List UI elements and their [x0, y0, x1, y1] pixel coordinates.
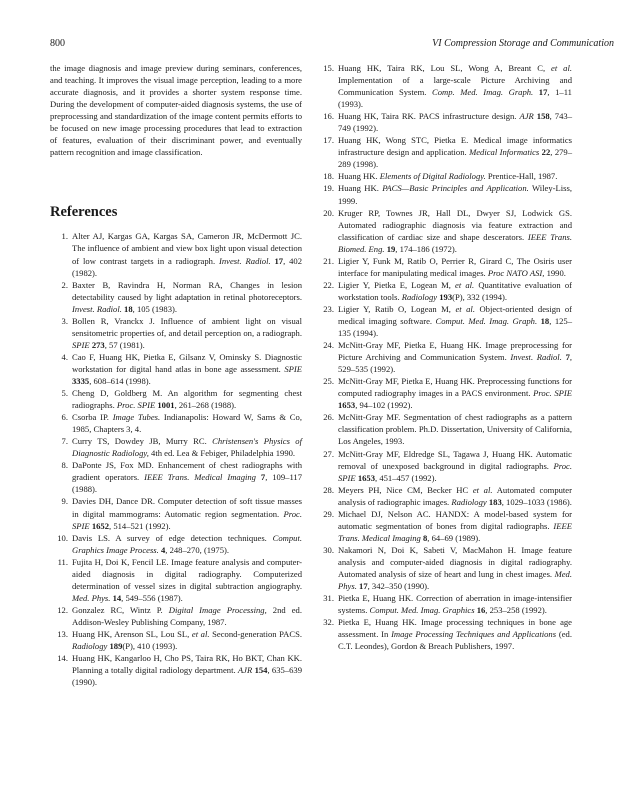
reference-item — [316, 170, 572, 182]
reference-text: Invest. Radiol. — [219, 255, 271, 266]
reference-text: 4th ed. Lea & Febiger, Philadelphia 1990. — [148, 448, 296, 459]
reference-number: 25. — [323, 376, 334, 387]
reference-text: 189 — [109, 641, 123, 652]
references-heading: References — [50, 204, 118, 221]
reference-item — [316, 255, 572, 279]
reference-text: Proc. SPIE — [338, 460, 572, 483]
reference-item — [316, 339, 572, 375]
reference-number: 13. — [57, 628, 68, 639]
reference-text: Cao F, Huang HK, Pietka E, Gilsanz V, Ominsky S. Diagnostic workstation for digital hand atlas in bone age assessment. — [72, 351, 302, 374]
reference-text: Comput. Med. Imag. Graph. — [435, 315, 538, 326]
reference-item — [316, 62, 572, 110]
reference-item — [316, 592, 572, 616]
reference-number: 27. — [323, 448, 334, 459]
reference-text: 18 — [540, 315, 550, 326]
reference-text: Christensen's Physics of Diagnostic Radiology, — [72, 436, 302, 459]
page-header — [50, 38, 614, 52]
reference-number: 28. — [323, 484, 334, 495]
reference-number: 20. — [323, 207, 334, 218]
reference-text: (P), 410 (1993). — [122, 641, 178, 652]
reference-text: Bollen R, Vranckx J. Influence of ambient light on visual sensitometric properties of, and detail perception on, a radiograph. — [72, 315, 302, 338]
reference-text: Indianapolis: Howard W, Sams & Co, 1985, Chapters 3, 4. — [72, 412, 302, 435]
reference-text: Michael DJ, Nelson AC. HANDX: A model-based system for automatic segmentation of bones from digital radiographs. — [338, 508, 572, 531]
reference-item — [316, 279, 572, 303]
reference-text: Huang HK, Taira RK, Lou SL, Wong A, Breant C, — [338, 63, 552, 73]
reference-number: 7. — [61, 436, 68, 447]
reference-text: Cheng D, Goldberg M. An algorithm for segmenting chest radiographs. — [72, 388, 302, 411]
reference-text: , 549–556 (1987). — [121, 592, 183, 603]
reference-text: Huang HK. — [338, 183, 383, 194]
reference-text: , 109–117 (1988). — [72, 472, 303, 495]
reference-text: Second-generation PACS. — [209, 628, 303, 639]
reference-list-right — [316, 62, 572, 652]
reference-text: 14 — [112, 592, 122, 603]
reference-text: et al. — [472, 484, 493, 495]
reference-text: (ed. C.T. Leondes), Gordon & Breach Publishers, 1997. — [338, 629, 572, 652]
reference-item — [316, 182, 572, 206]
reference-item — [50, 532, 302, 556]
reference-text: Prentice-Hall, 1987. — [485, 171, 558, 182]
reference-text: Huang HK, Taira RK. PACS infrastructure design. — [338, 111, 520, 122]
reference-text: 183 — [488, 496, 502, 507]
reference-text: , 529–535 (1992). — [338, 352, 573, 375]
reference-text: Image Processing Techniques and Applications — [391, 629, 557, 640]
reference-item — [316, 411, 572, 447]
reference-text: et al. — [551, 63, 572, 73]
reference-text: et al. — [455, 279, 475, 290]
reference-text: , 248–270, (1975). — [165, 544, 229, 555]
reference-text: 154 — [254, 665, 268, 676]
page-number: 800 — [50, 38, 65, 49]
reference-text: IEEE Trans. Medical Imaging — [338, 520, 572, 543]
reference-number: 9. — [61, 496, 68, 507]
reference-number: 24. — [323, 340, 334, 351]
reference-text: 8 — [423, 532, 428, 543]
reference-number: 12. — [57, 604, 68, 615]
running-title: VI Compression Storage and Communication — [432, 38, 614, 49]
reference-text: DaPonte JS, Fox MD. Enhancement of chest radiographs with gradient operators. — [72, 460, 302, 483]
reference-item — [316, 207, 572, 255]
reference-text: , 514–521 (1992). — [109, 520, 171, 531]
reference-text: McNitt-Gray MF. Segmentation of chest radiographs as a pattern classification problem. Ph.D. Dissertation, University of California, Los Angeles, 1993. — [338, 412, 572, 447]
reference-text: 273 — [91, 339, 105, 350]
reference-text: , 451–457 (1992). — [375, 472, 437, 483]
reference-text: Med. Phys. — [338, 568, 572, 592]
reference-text: IEEE Trans. Medical Imaging — [144, 472, 256, 483]
reference-item — [316, 616, 572, 652]
reference-number: 17. — [323, 135, 334, 146]
reference-text: , 1–11 (1993). — [338, 87, 572, 110]
reference-number: 3. — [61, 315, 68, 326]
reference-text: 17 — [274, 255, 284, 266]
reference-text: Meyers PH, Nice CM, Becker HC — [338, 484, 473, 495]
reference-text: Med. Phys. — [72, 592, 111, 603]
reference-item — [50, 230, 302, 278]
reference-text: Davis LS. A survey of edge detection techniques. — [72, 532, 273, 543]
reference-item — [50, 604, 302, 628]
reference-text: 1653 — [338, 400, 356, 411]
reference-text: Baxter B, Ravindra H, Norman RA, Changes in lesion detectability caused by light adaptation in retinal photoreceptors. — [72, 279, 302, 302]
reference-item — [50, 459, 302, 495]
reference-text: 1990. — [544, 267, 566, 278]
reference-text: Nakamori N, Doi K, Sabeti V, MacMahon H. Image feature analysis and computer-aided diagnosis in digital radiography. Automated analysis of size of heart and lung in chest images. — [338, 544, 572, 579]
reference-text: 158 — [536, 111, 550, 122]
reference-text: , 635–639 (1990). — [72, 665, 303, 688]
reference-item — [316, 303, 572, 339]
reference-text: Proc NATO ASI, — [487, 267, 545, 278]
reference-item — [50, 279, 302, 315]
reference-number: 22. — [323, 279, 334, 290]
reference-text: , 94–102 (1992). — [355, 400, 413, 411]
reference-number: 30. — [323, 544, 334, 555]
reference-text: , 57 (1981). — [104, 339, 145, 350]
reference-text: Huang HK, Arenson SL, Lou SL, — [72, 628, 192, 639]
reference-text: Huang HK. — [338, 171, 380, 182]
reference-text: , 342–350 (1990). — [367, 581, 430, 592]
reference-number: 8. — [61, 460, 68, 471]
reference-item — [50, 652, 302, 688]
reference-text: Curry TS, Dowdey JB, Murry RC. — [72, 436, 213, 447]
intro-paragraph: the image diagnosis and image preview during seminars, conferences, and teaching. It improves the visual image perception, leading to a more accurate diagnosis, and it provides a shorter system response time. During the development of computer-aided diagnosis systems, the use of preprocessing and standardization of the image content permits efforts to be focused on new image processing procedures that lead to extraction of features, evaluation of their discriminant power, and eventually pattern recognition and image classification. — [50, 63, 302, 158]
reference-text: , 1029–1033 (1986). — [501, 496, 572, 507]
reference-text: Invest. Radiol. — [72, 303, 122, 314]
reference-number: 1. — [61, 231, 68, 242]
reference-text: et al. — [455, 303, 475, 314]
reference-list-left — [50, 230, 302, 688]
reference-text: 1001 — [157, 400, 175, 411]
reference-item — [50, 411, 302, 435]
reference-number: 15. — [323, 63, 334, 73]
reference-item — [316, 375, 572, 411]
reference-text: , 279–289 (1998). — [338, 147, 573, 170]
reference-number: 4. — [61, 351, 68, 362]
reference-number: 10. — [57, 532, 68, 543]
reference-item — [50, 495, 302, 531]
reference-item — [316, 484, 572, 508]
reference-text: , 253–258 (1992). — [485, 605, 547, 616]
reference-item — [50, 387, 302, 411]
reference-text: Ligier Y, Funk M, Ratib O, Perrier R, Girard C, The Osiris user interface for manipulating medical images. — [338, 255, 572, 278]
reference-text: IEEE Trans. Biomed. Eng. — [338, 231, 572, 254]
reference-text: Pietka E, Huang HK. Image processing techniques in bone age assessment. In — [338, 617, 572, 640]
reference-text: Csorba IP. — [72, 412, 113, 423]
reference-text: Medical Informatics — [469, 147, 540, 158]
left-column — [50, 62, 302, 688]
reference-text: 2nd ed. Addison-Wesley Publishing Company, 1987. — [72, 604, 302, 627]
reference-text: PACS—Basic Principles and Application. — [382, 183, 529, 194]
reference-text: 7 — [565, 352, 570, 363]
reference-text: 16 — [476, 605, 486, 616]
reference-text: (P), 332 (1994). — [452, 291, 508, 302]
reference-number: 5. — [61, 388, 68, 399]
reference-text: 17 — [359, 581, 368, 592]
reference-number: 21. — [323, 255, 334, 266]
reference-text: , 174–186 (1972). — [395, 243, 457, 254]
reference-text: Ligier Y, Pietka E, Logean M, — [338, 279, 456, 290]
reference-number: 18. — [323, 171, 334, 182]
reference-text: Automated computer analysis of radiographic images. — [338, 484, 572, 507]
reference-number: 29. — [323, 508, 334, 519]
right-column — [316, 62, 572, 652]
reference-item — [50, 315, 302, 351]
reference-text: 17 — [538, 87, 548, 98]
reference-text: Proc. SPIE — [116, 400, 156, 411]
reference-item — [316, 544, 572, 592]
reference-text: Davies DH, Dance DR. Computer detection of soft tissue masses in digital mammograms: Automatic region segmentation. — [72, 496, 302, 519]
reference-number: 16. — [323, 111, 334, 122]
reference-text: SPIE — [284, 363, 302, 374]
reference-number: 14. — [57, 653, 68, 664]
reference-text: 3335 — [72, 375, 90, 386]
reference-text: , 608–614 (1998). — [89, 375, 151, 386]
reference-number: 26. — [323, 412, 334, 423]
reference-text: 19 — [386, 243, 396, 254]
reference-number: 23. — [323, 303, 334, 314]
reference-number: 11. — [57, 556, 68, 567]
reference-text: Elements of Digital Radiology. — [379, 171, 486, 182]
reference-text: Digital Image Processing, — [168, 604, 267, 615]
reference-text: Proc. SPIE — [533, 388, 572, 399]
reference-text: , 125–135 (1994). — [338, 315, 573, 339]
reference-text: SPIE — [72, 339, 90, 350]
reference-text: 1653 — [357, 472, 376, 483]
reference-number: 31. — [323, 593, 334, 604]
reference-item — [316, 110, 572, 134]
reference-text: Alter AJ, Kargas GA, Kargas SA, Cameron JR, McDermott JC. The influence of ambient and view box light upon visual detection of low contrast targets in a radiograph. — [72, 231, 302, 266]
reference-text: Object-oriented design of medical imaging software. — [338, 303, 572, 326]
reference-text: Radiology — [401, 291, 438, 302]
reference-text: 22 — [541, 147, 551, 158]
reference-text: Pietka E, Huang HK. Correction of aberration in image-intensifier systems. — [338, 593, 572, 616]
reference-text: , 402 (1982). — [72, 255, 302, 278]
reference-text: 4 — [160, 544, 166, 555]
reference-text: Huang HK, Wong STC, Pietka E. Medical image informatics infrastructure design and application. — [338, 135, 572, 158]
reference-text: Proc. SPIE — [72, 508, 302, 531]
reference-item — [316, 508, 572, 544]
reference-text: , 261–268 (1988). — [174, 400, 237, 411]
reference-text: McNitt-Gray MF, Pietka E, Huang HK. Preprocessing functions for computed radiography images in a PACS environment. — [338, 376, 572, 399]
reference-text: Comp. Med. Imag. Graph. — [431, 87, 534, 98]
reference-number: 32. — [323, 617, 334, 628]
reference-item — [316, 448, 572, 484]
reference-text: 7 — [260, 472, 266, 483]
reference-text: Invest. Radiol. — [510, 352, 562, 363]
reference-item — [50, 628, 302, 652]
reference-text: Wiley-Liss, 1999. — [338, 183, 573, 206]
reference-text: Ligier Y, Ratib O, Logean M, — [338, 303, 456, 314]
reference-number: 2. — [61, 279, 68, 290]
reference-text: AJR — [519, 111, 534, 122]
reference-text: Comput. Med. Imag. Graphics — [369, 605, 475, 616]
reference-text: et al. — [191, 628, 210, 639]
reference-item — [316, 134, 572, 170]
reference-number: 19. — [323, 183, 334, 194]
reference-item — [50, 556, 302, 604]
reference-number: 6. — [61, 412, 68, 423]
reference-item — [50, 435, 302, 459]
reference-text: , 743–749 (1992). — [338, 111, 572, 134]
reference-item — [50, 351, 302, 387]
reference-text: Radiology — [72, 641, 108, 652]
reference-text: McNitt-Gray MF, Eldredge SL, Tagawa J, Huang HK. Automatic removal of unexposed background in digital radiographs. — [338, 448, 572, 471]
reference-text: Radiology — [451, 496, 487, 507]
reference-text: Comput. Graphics Image Process. — [72, 532, 302, 555]
reference-text: 1652 — [91, 520, 110, 531]
reference-text: , 105 (1983). — [132, 303, 178, 314]
reference-text: Fujita H, Doi K, Fencil LE. Image feature analysis and computer-aided diagnosis in digital radiography. Computerized determination of vessel sizes in digital subtraction angiography. — [72, 556, 302, 591]
reference-text: Implementation of a large-scale Picture Archiving and Communication System. — [338, 75, 572, 98]
reference-text: Gonzalez RC, Wintz P. — [72, 604, 169, 615]
reference-text: Quantitative evaluation of workstation tools. — [338, 279, 572, 302]
reference-text: 18 — [124, 303, 133, 314]
reference-text: AJR — [237, 665, 253, 676]
reference-text: McNitt-Gray MF, Pietka E, Huang HK. Image preprocessing for Picture Archiving and Communication System. — [338, 340, 572, 363]
reference-text: Huang HK, Kangarloo H, Cho PS, Taira RK, Ho BKT, Chan KK. Planning a totally digital radiology department. — [72, 653, 302, 676]
reference-text: , 64–69 (1989). — [427, 532, 481, 543]
reference-text: Image Tubes. — [112, 412, 161, 423]
reference-text: Kruger RP, Townes JR, Hall DL, Dwyer SJ, Lodwick GS. Automated radiographic diagnosis via feature extraction and classification of cardiac size and shape descerators. — [338, 207, 572, 242]
reference-text: 193 — [439, 291, 453, 302]
